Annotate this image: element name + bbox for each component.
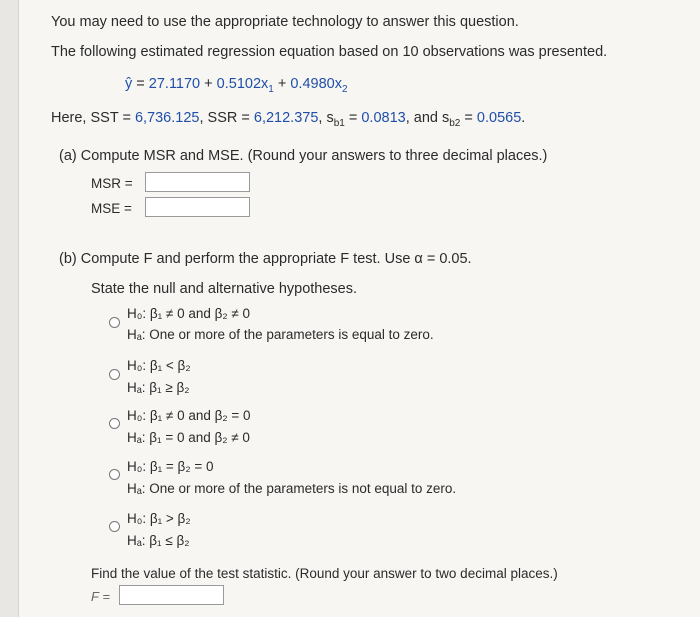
hypothesis-option-5-radio[interactable] (109, 521, 120, 532)
option-5-ha: Hₐ: β₁ ≤ β₂ (127, 533, 190, 548)
msr-input[interactable] (145, 172, 250, 192)
msr-row (91, 176, 143, 191)
option-1-ha: Hₐ: One or more of the parameters is equal to zero. (127, 327, 434, 342)
sb2-value: 0.0565 (476, 110, 522, 126)
f-input[interactable] (119, 585, 224, 605)
option-2-ha: Hₐ: β₁ ≥ β₂ (127, 380, 190, 395)
part-a-prompt: (a) Compute MSR and MSE. (Round your answers to three decimal places.) (59, 148, 548, 164)
b2-term: 0.4980x (290, 76, 342, 92)
hypotheses-prompt: State the null and alternative hypotheses. (91, 281, 358, 297)
part-b-prompt: (b) Compute F and perform the appropriate F test. Use α = 0.05. (59, 251, 472, 267)
option-4-ha: Hₐ: One or more of the parameters is not equal to zero. (127, 481, 457, 496)
hypothesis-option-2-radio[interactable] (109, 369, 120, 380)
sst-value: 6,736.125 (134, 110, 200, 126)
mse-row (91, 201, 143, 216)
hypothesis-option-3-radio[interactable] (109, 418, 120, 429)
option-4-h0: H₀: β₁ = β₂ = 0 (127, 459, 214, 474)
question-panel (18, 0, 700, 617)
option-1-h0: H₀: β₁ ≠ 0 and β₂ ≠ 0 (127, 306, 251, 321)
sb1-value: 0.0813 (361, 110, 406, 126)
intro-text: You may need to use the appropriate technology to answer this question. (51, 14, 519, 30)
given-values: Here, SST = 6,736.125, SSR = 6,212.375, $s_{b1} = 0.0813$, and $s_{b2} = 0.0565$. (51, 110, 526, 129)
intercept-value: 27.1170 (148, 76, 201, 92)
option-3-ha: Hₐ: β₁ = 0 and β₂ ≠ 0 (127, 430, 250, 445)
problem-text: The following estimated regression equation based on 10 observations was presented. (51, 44, 608, 60)
ssr-value: 6,212.375 (253, 110, 319, 126)
option-3-h0: H₀: β₁ ≠ 0 and β₂ = 0 (127, 408, 251, 423)
option-5-h0: H₀: β₁ > β₂ (127, 511, 191, 526)
b1-term: 0.5102x (216, 76, 269, 92)
hypothesis-option-4-radio[interactable] (109, 469, 120, 480)
hypothesis-option-1-radio[interactable] (109, 317, 120, 328)
msr-label: MSR = (91, 176, 133, 191)
regression-equation: ŷ = $27.1170 + 0.5102x_1 + 0.4980x_2$ (125, 76, 348, 95)
mse-label: MSE = (91, 201, 132, 216)
f-label: F = (91, 589, 110, 604)
yhat-symbol: ŷ (125, 76, 133, 92)
mse-input[interactable] (145, 197, 250, 217)
option-2-h0: H₀: β₁ < β₂ (127, 358, 191, 373)
test-stat-prompt: Find the value of the test statistic. (Round your answer to two decimal places.) (91, 566, 558, 581)
